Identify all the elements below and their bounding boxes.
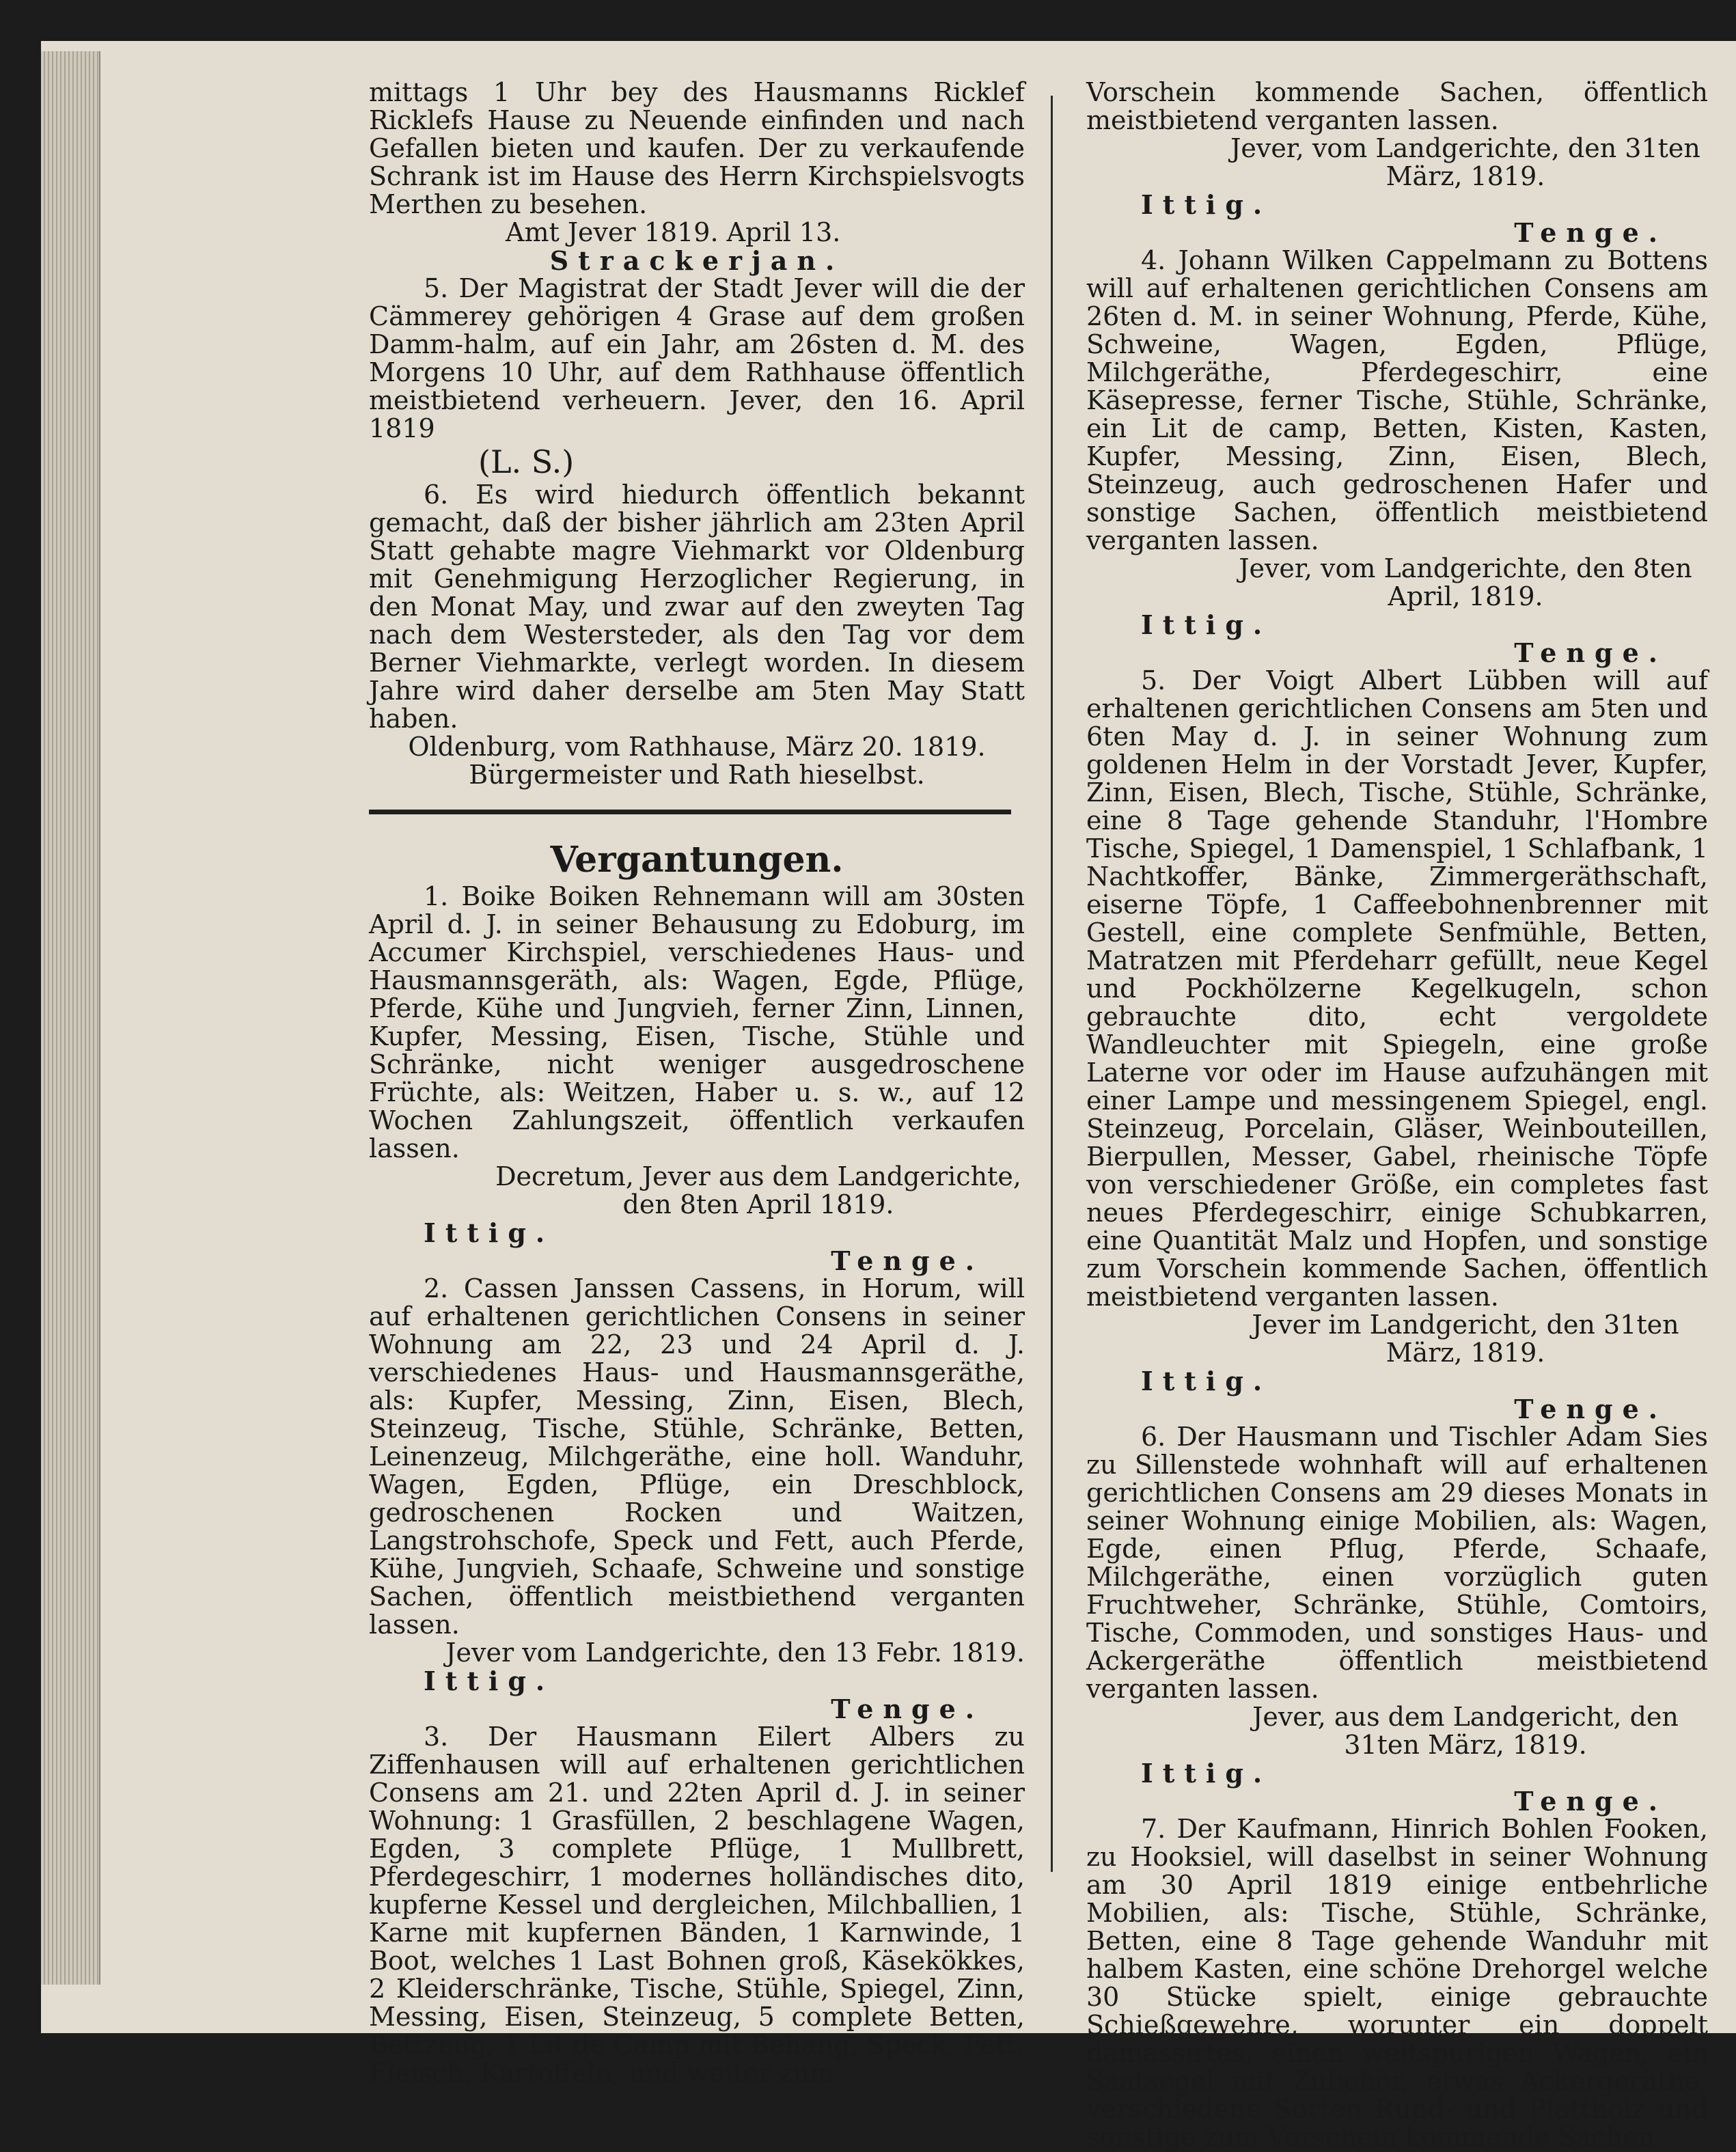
vergantung-3: 3. Der Hausmann Eilert Albers zu Ziffenhausen will auf erhaltenen gerichtlichen Consens am 21. und 22ten April d. J. in seiner Wohnung: 1 Grasfüllen, 2 beschlagene Wagen, Egden, 3 complete Pflüge, 1 Mullbrett, Pferdegeschirr, 1 modernes holländisches dito, kupferne Kessel und dergleichen, Milchballien, 1 Karne mit kupfernen Bänden, 1 Karnwinde, 1 Boot, welches 1 Last Bohnen groß, Käsekökkes, 2 Kleiderschränke, Tische, Stühle, Spiegel, Zinn, Messing, Eisen, Steinzeug, 5 complete Betten, Bettzeug, 1 Lit de Camp mit Behang, Speck, Fett, Fleisch, Kartoffeln, und weiter zum — [369, 1722, 1025, 2088]
continued-sign-tenge: Tenge. — [1514, 217, 1667, 248]
vergantung-6-sign-ittig: Ittig. — [1141, 1758, 1272, 1789]
vergantung-7: 7. Der Kaufmann, Hinrich Bohlen Fooken, zu Hooksiel, will daselbst in seiner Wohnung am 30 April 1819 einige entbehrliche Mobilien, als: Tische, Stühle, Schränke, Betten, eine 8 Tage gehende Wanduhr mit halbem Kasten, eine schöne Drehorgel welche 30 Stücke spielt, einige gebrauchte Schießgewehre, worunter ein doppelt damassirtes, einen weitspurigen Wagen, ein Saatsegel mit Zubehör, etwas Ackergeräthe, verschiedene Sorten Rund- und Plattholz und sonstige zum Vorschein kommende Sachen — [1086, 1814, 1708, 2152]
page-edges — [41, 51, 100, 1985]
vergantung-4-sign-tenge: Tenge. — [1514, 637, 1667, 668]
vergantung-6: 6. Der Hausmann und Tischler Adam Sies zu Sillenstede wohnhaft will auf erhaltenen gerichtlichen Consens am 29 dieses Monats in seiner Wohnung einige Mobilien, als: Wagen, Egde, einen Pflug, Pferde, Schaafe, Milchgeräthe, einen vorzüglich guten Fruchtweher, Schränke, Stühle, Comtoirs, Tische, Commoden, und sonstiges Haus- und Ackergeräthe öffentlich meistbietend verganten lassen. — [1086, 1422, 1708, 1704]
vergantung-4-sign-ittig: Ittig. — [1141, 609, 1272, 640]
notice-6-place: Oldenburg, vom Rathhause, März 20. 1819. — [408, 732, 986, 762]
vergantung-2: 2. Cassen Janssen Cassens, in Horum, will auf erhaltenen gerichtlichen Consens in seiner Wohnung am 22, 23 und 24 April d. J. verschiedenes Haus- und Hausmannsgeräthe, als: Kupfer, Messing, Zinn, Eisen, Blech, Steinzeug, Tische, Stühle, Schränke, Betten, Leinenzeug, Milchgeräthe, eine holl. Wanduhr, Wagen, Egden, Pflüge, ein Dreschblock, gedroschenen Rocken und Waitzen, Langstrohschofe, Speck und Fett, auch Pferde, Kühe, Jungvieh, Schaafe, Schweine und sonstige Sachen, öffentlich meistbiethend verganten lassen. — [369, 1273, 1025, 1640]
vergantung-2-sign-tenge: Tenge. — [831, 1694, 984, 1724]
continued-text: Vorschein kommende Sachen, öffentlich meistbietend verganten lassen. — [1086, 77, 1708, 135]
vergantung-6-place: Jever, aus dem Landgericht, den 31ten März, 1819. — [1252, 1702, 1679, 1760]
vergantung-1-sign-ittig: Ittig. — [424, 1217, 555, 1248]
intro-signature: Strackerjan. — [549, 245, 844, 276]
left-column — [369, 79, 1025, 2087]
continued-place: Jever, vom Landgerichte, den 31ten März, 1819. — [1230, 133, 1700, 191]
vergantung-2-place: Jever vom Landgerichte, den 13 Febr. 1819. — [445, 1638, 1025, 1668]
vergantung-2-sign-ittig: Ittig. — [424, 1666, 555, 1696]
continued-sign-ittig: Ittig. — [1141, 189, 1272, 220]
section-heading: Vergantungen. — [550, 839, 844, 881]
intro-text: mittags 1 Uhr bey des Hausmanns Ricklef Ricklefs Hause zu Neuende einfinden und nach Gefallen bieten und kaufen. Der zu verkaufende Schrank ist im Hause des Herrn Kirchspielsvogts Merthen zu besehen. — [369, 77, 1025, 219]
vergantung-1-place: Decretum, Jever aus dem Landgerichte, den 8ten April 1819. — [495, 1161, 1021, 1219]
notice-5: 5. Der Magistrat der Stadt Jever will die der Cämmerey gehörigen 4 Grase auf dem großen Damm-halm, auf ein Jahr, am 26sten d. M. des Morgens 10 Uhr, auf dem Rathhause öffentlich meistbietend verheuern. Jever, den 16. April 1819 — [369, 273, 1025, 443]
vergantung-5-sign-tenge: Tenge. — [1514, 1394, 1667, 1424]
intro-place: Amt Jever 1819. April 13. — [506, 217, 841, 247]
vergantung-5: 5. Der Voigt Albert Lübben will auf erhaltenen gerichtlichen Consens am 5ten und 6ten May d. J. in seiner Wohnung zum goldenen Helm in der Vorstadt Jever, Kupfer, Zinn, Eisen, Blech, Tische, Stühle, Schränke, eine 8 Tage gehende Standuhr, l'Hombre Tische, Spiegel, 1 Damenspiel, 1 Schlafbank, 1 Nachtkoffer, Bänke, Zimmergeräthschaft, eiserne Töpfe, 1 Caffeebohnenbrenner mit Gestell, eine complete Senfmühle, Betten, Matratzen mit Pferdeharr gefüllt, neue Kegel und Pockhölzerne Kegelkugeln, schon gebrauchte dito, echt vergoldete Wandleuchter mit Spiegeln, eine große Laterne vor oder im Hause aufzuhängen mit einer Lampe und messingenem Spiegel, engl. Steinzeug, Porcelain, Gläser, Weinbouteillen, Bierpullen, Messer, Gabel, rheinische Töpfe von verschiedener Größe, ein completes fast neues Pferdegeschirr, einige Schubkarren, eine Quantität Malz und Hopfen, und sonstige zum Vorschein kommende Sachen, öffentlich meistbietend verganten lassen. — [1086, 665, 1708, 1312]
vergantung-5-sign-ittig: Ittig. — [1141, 1366, 1272, 1396]
vergantung-5-place: Jever im Landgericht, den 31ten März, 1819. — [1252, 1310, 1679, 1368]
section-rule — [369, 810, 1011, 814]
vergantung-1-sign-tenge: Tenge. — [831, 1245, 984, 1276]
notice-6-signature: Bürgermeister und Rath hieselbst. — [469, 760, 925, 790]
vergantung-6-sign-tenge: Tenge. — [1514, 1786, 1667, 1817]
right-column — [1086, 79, 1708, 2151]
notice-6: 6. Es wird hiedurch öffentlich bekannt gemacht, daß der bisher jährlich am 23ten April Statt gehabte magre Viehmarkt vor Oldenburg mit Genehmigung Herzoglicher Regierung, in den Monat May, und zwar auf den zweyten Tag nach dem Westersteder, als den Tag vor dem Berner Viehmarkte, verlegt worden. In diesem Jahre wird daher derselbe am 5ten May Statt haben. — [369, 480, 1025, 734]
seal: (L. S.) — [478, 443, 575, 480]
vergantung-1: 1. Boike Boiken Rehnemann will am 30sten April d. J. in seiner Behausung zu Edoburg, im Accumer Kirchspiel, verschiedenes Haus- und Hausmannsgeräth, als: Wagen, Egde, Pflüge, Pferde, Kühe und Jungvieh, ferner Zinn, Linnen, Kupfer, Messing, Eisen, Tische, Stühle und Schränke, nicht weniger ausgedroschene Früchte, als: Weitzen, Haber u. s. w., auf 12 Wochen Zahlungszeit, öffentlich verkaufen lassen. — [369, 881, 1025, 1163]
vergantung-4-place: Jever, vom Landgerichte, den 8ten April, 1819. — [1239, 553, 1692, 611]
vergantung-4: 4. Johann Wilken Cappelmann zu Bottens will auf erhaltenen gerichtlichen Consens am 26ten d. M. in seiner Wohnung, Pferde, Kühe, Schweine, Wagen, Egden, Pflüge, Milchgeräthe, Pferdegeschirr, eine Käsepresse, ferner Tische, Stühle, Schränke, ein Lit de camp, Betten, Kisten, Kasten, Kupfer, Messing, Zinn, Eisen, Blech, Steinzeug, auch gedroschenen Hafer und sonstige Sachen, öffentlich meistbietend verganten lassen. — [1086, 245, 1708, 555]
column-divider — [1051, 96, 1053, 1872]
